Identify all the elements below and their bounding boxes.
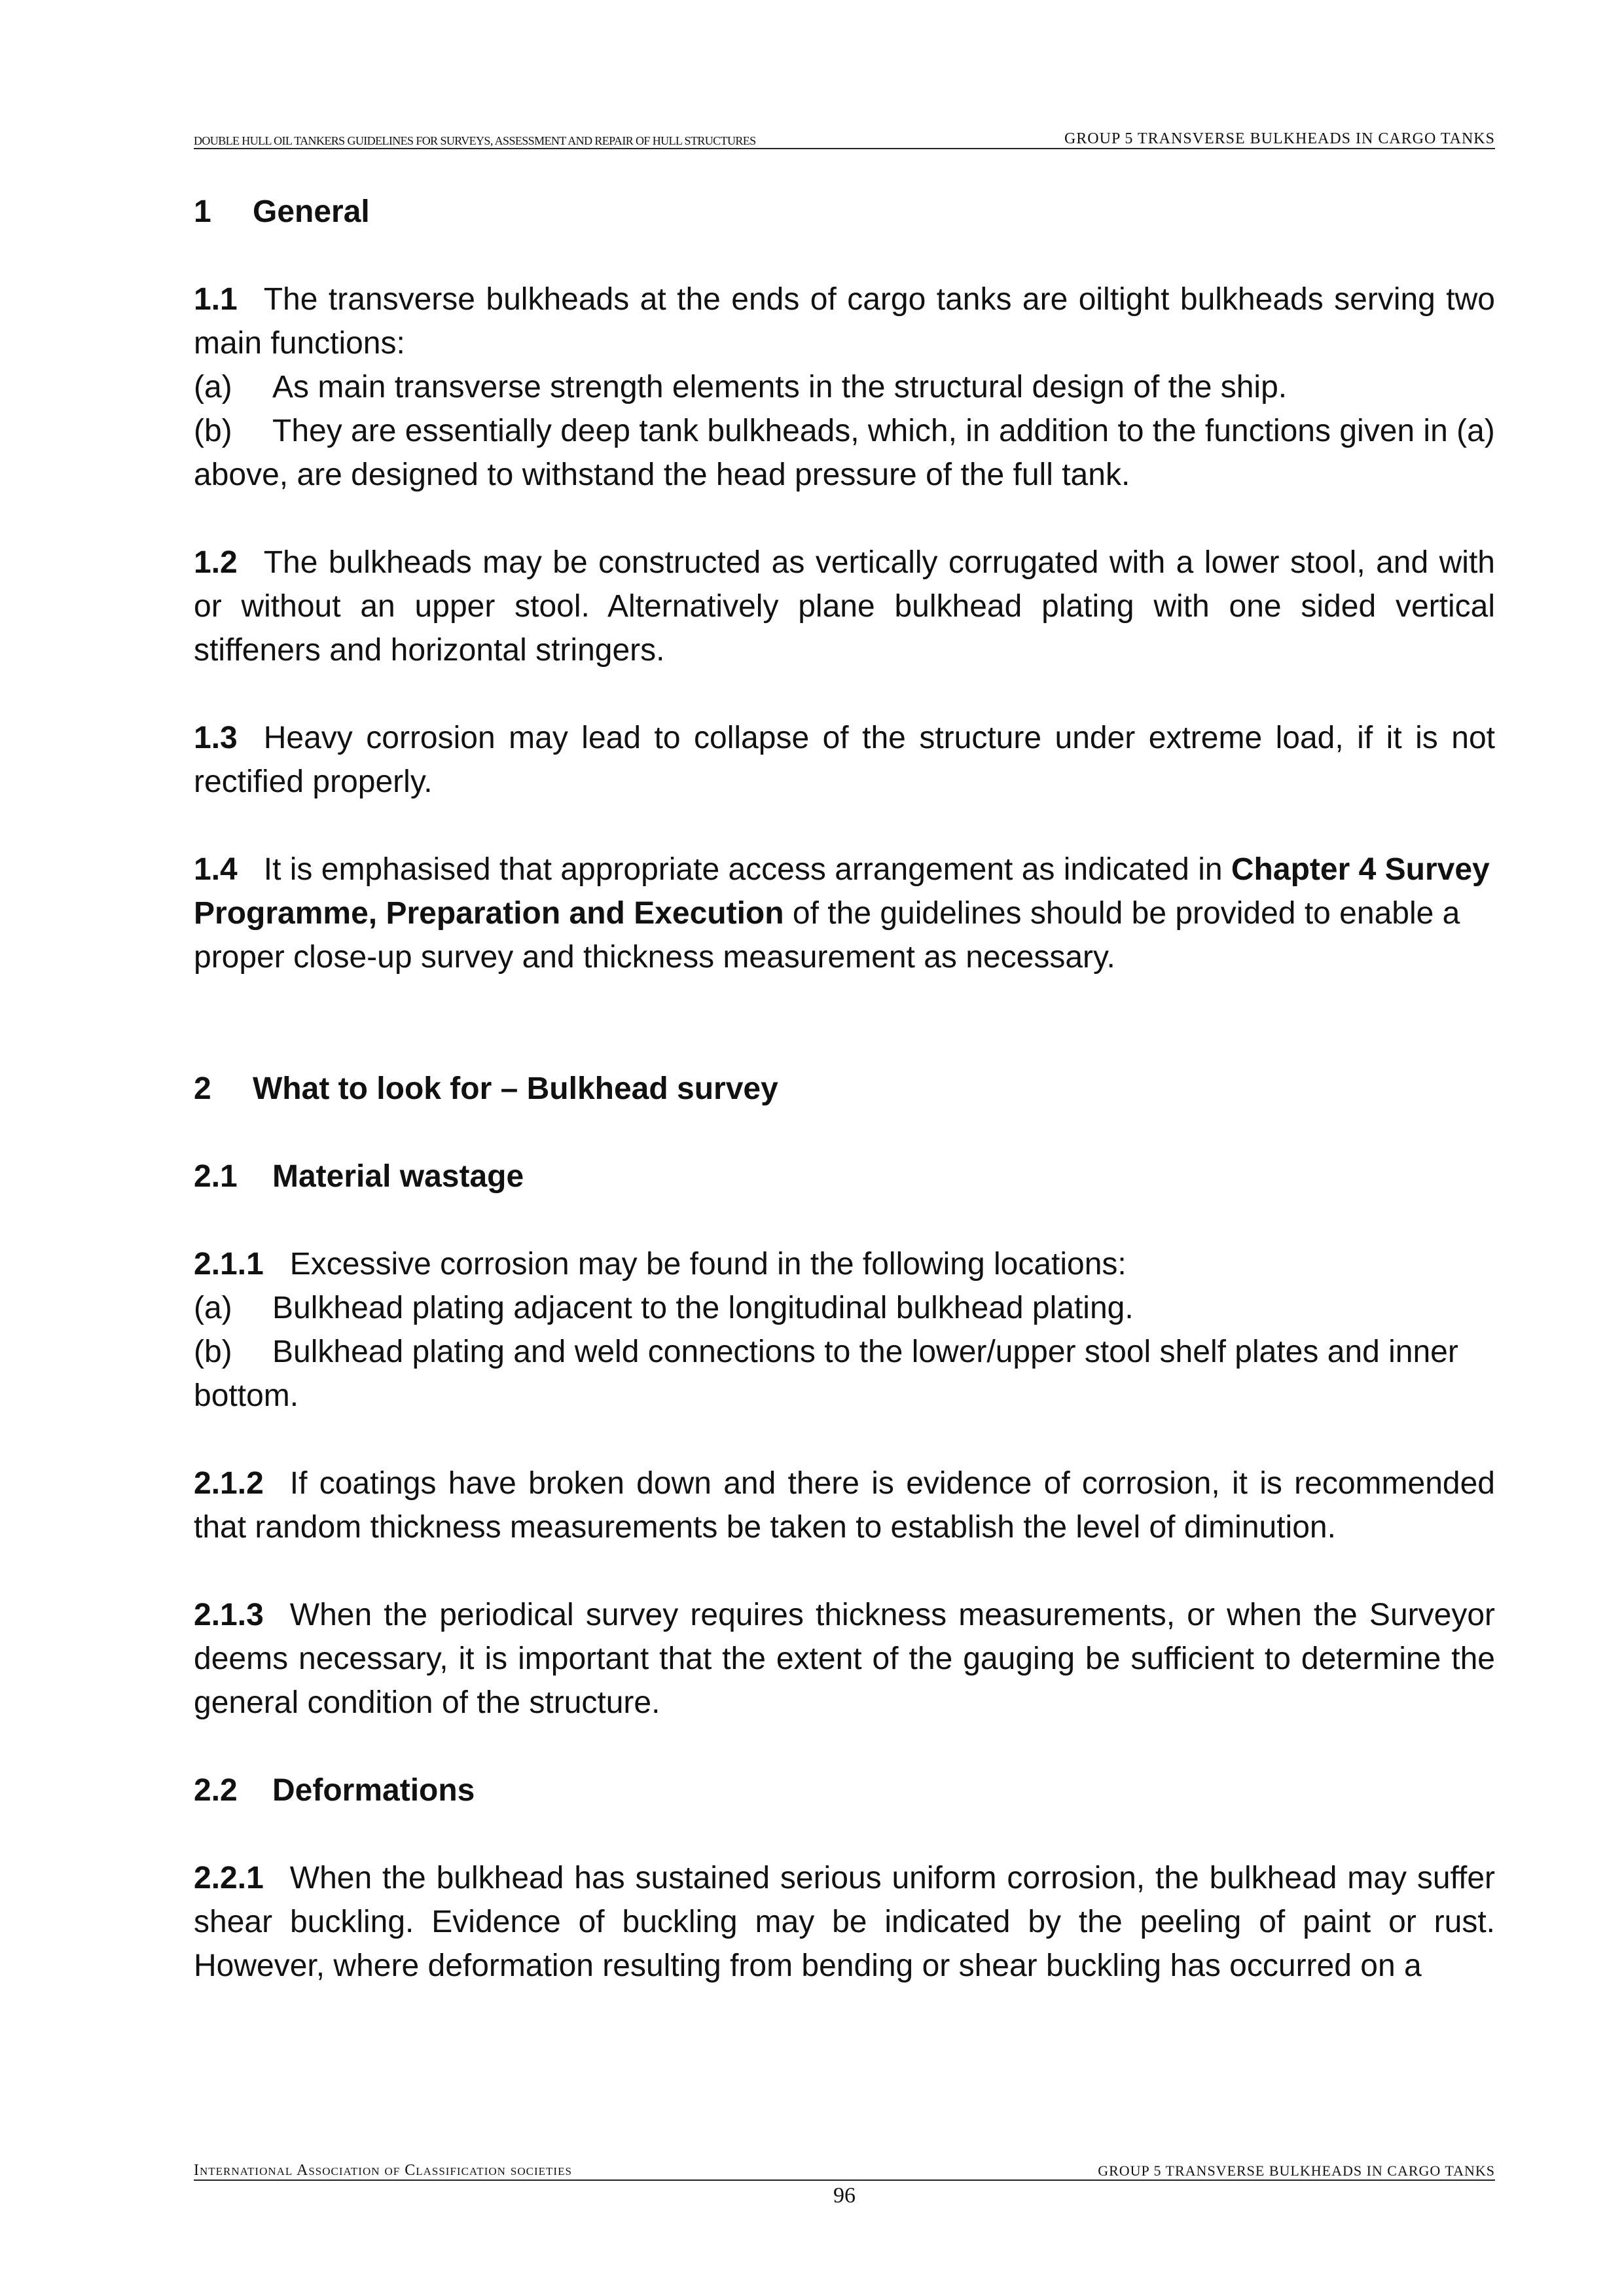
paragraph-text: The transverse bulkheads at the ends of cargo tanks are oiltight bulkheads serving two main functions:: [194, 282, 1495, 361]
list-text: They are essentially deep tank bulkheads, which, in addition to the functions given in (a) above, are designed to withstand the head pressure of the full tank.: [194, 414, 1495, 492]
subsection-number: 2.2: [194, 1773, 238, 1808]
subsection-title: Deformations: [272, 1773, 475, 1808]
list-item-a: [194, 365, 1495, 409]
list-text: Bulkhead plating and weld connections to the lower/upper stool shelf plates and inner bottom.: [194, 1335, 1458, 1413]
list-item-b: [194, 1330, 1495, 1418]
section-title: General: [253, 194, 370, 229]
paragraph-text: Excessive corrosion may be found in the following locations:: [289, 1247, 1127, 1282]
list-item-b: [194, 409, 1495, 497]
paragraph-number: 1.4: [194, 852, 238, 887]
footer-right-title: GROUP 5 TRANSVERSE BULKHEADS IN CARGO TANKS: [1098, 2162, 1495, 2179]
paragraph-number: 2.1.2: [194, 1466, 264, 1501]
paragraph-1-1: [194, 278, 1495, 497]
running-header: [194, 128, 1495, 149]
list-label: (a): [194, 370, 232, 404]
paragraph-number: 1.2: [194, 545, 238, 580]
paragraph-2-1-2: [194, 1462, 1495, 1549]
subsection-number: 2.1: [194, 1159, 238, 1194]
list-text: As main transverse strength elements in the structural design of the ship.: [272, 370, 1288, 404]
list-text: Bulkhead plating adjacent to the longitudinal bulkhead plating.: [272, 1291, 1134, 1325]
subsection-2-1-heading: [194, 1155, 1495, 1198]
paragraph-text: Heavy corrosion may lead to collapse of the structure under extreme load, if it is not rectified properly.: [194, 721, 1495, 799]
paragraph-number: 2.2.1: [194, 1861, 264, 1895]
paragraph-text: It is emphasised that appropriate access arrangement as indicated in: [263, 852, 1231, 887]
section-title: What to look for – Bulkhead survey: [253, 1071, 778, 1106]
paragraph-2-1-3: [194, 1593, 1495, 1725]
paragraph-number: 1.1: [194, 282, 238, 317]
footer-left-title: International Association of Classification societies: [194, 2162, 572, 2179]
document-body: [194, 190, 1495, 2032]
list-item-a: [194, 1286, 1495, 1330]
subsection-2-2-heading: [194, 1768, 1495, 1812]
paragraph-1-2: [194, 541, 1495, 672]
paragraph-text: If coatings have broken down and there is evidence of corrosion, it is recommended that random thickness measurements be taken to establish the level of diminution.: [194, 1466, 1495, 1545]
paragraph-1-3: [194, 716, 1495, 804]
list-label: (b): [194, 1335, 232, 1369]
paragraph-number: 1.3: [194, 721, 238, 755]
list-label: (b): [194, 414, 232, 448]
header-left-title: DOUBLE HULL OIL TANKERS GUIDELINES FOR SURVEYS, ASSESSMENT AND REPAIR OF HULL STRUCTURES: [194, 134, 756, 147]
running-footer: [194, 2160, 1495, 2181]
paragraph-2-2-1: [194, 1856, 1495, 1988]
paragraph-number: 2.1.1: [194, 1247, 264, 1282]
paragraph-text: When the periodical survey requires thickness measurements, or when the Surveyor deems necessary, it is important that the extent of the gauging be sufficient to determine the general condition of the structure.: [194, 1598, 1495, 1720]
paragraph-2-1-1: [194, 1242, 1495, 1418]
section-2-heading: [194, 1067, 1495, 1111]
chapter-reference: Chapter 4 Survey Programme, Preparation and Execution: [194, 852, 1490, 931]
page-number: 96: [833, 2183, 856, 2208]
paragraph-text: When the bulkhead has sustained serious uniform corrosion, the bulkhead may suffer shear buckling. Evidence of buckling may be indicated by the peeling of paint or rust. However, where deformation resulting from bending or shear buckling has occurred on a: [194, 1861, 1495, 1983]
subsection-title: Material wastage: [272, 1159, 524, 1194]
paragraph-text-cont: of the guidelines should be provided to enable a proper close-up survey and thickness measurement as necessary.: [194, 896, 1460, 975]
section-number: 2: [194, 1071, 211, 1106]
list-label: (a): [194, 1291, 232, 1325]
paragraph-number: 2.1.3: [194, 1598, 264, 1632]
section-1-heading: [194, 190, 1495, 234]
header-right-title: GROUP 5 TRANSVERSE BULKHEADS IN CARGO TANKS: [1064, 130, 1495, 147]
section-number: 1: [194, 194, 211, 229]
paragraph-1-4: [194, 848, 1495, 979]
paragraph-text: The bulkheads may be constructed as vertically corrugated with a lower stool, and with or without an upper stool. Alternatively plane bulkhead plating with one sided vertical stiffeners and horizontal stringers.: [194, 545, 1495, 668]
